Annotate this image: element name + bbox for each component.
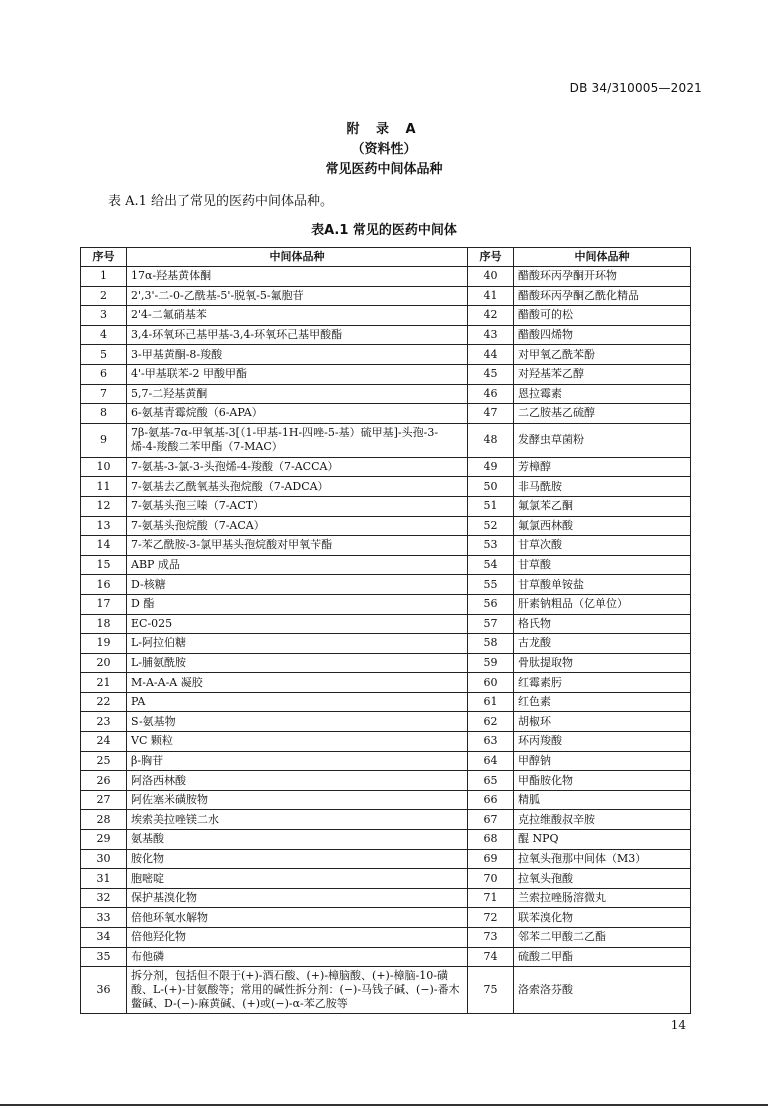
row-name-right: 肝素钠粗品（亿单位） — [514, 594, 691, 614]
row-name-left: 2'4-二氟硝基苯 — [127, 306, 468, 326]
row-name-left: D-核糖 — [127, 575, 468, 595]
row-seq-left: 25 — [81, 751, 127, 771]
row-name-left: VC 颗粒 — [127, 732, 468, 752]
row-seq-left: 26 — [81, 771, 127, 791]
header-seq-left: 序号 — [81, 248, 127, 267]
table-row — [81, 830, 691, 850]
row-seq-right: 58 — [468, 634, 514, 654]
row-seq-left: 22 — [81, 692, 127, 712]
table-row — [81, 771, 691, 791]
row-name-left: ABP 成品 — [127, 555, 468, 575]
row-name-right: 克拉维酸叔辛胺 — [514, 810, 691, 830]
row-seq-left: 28 — [81, 810, 127, 830]
row-name-right: 古龙酸 — [514, 634, 691, 654]
table-row — [81, 364, 691, 384]
row-name-right: 对甲氧乙酰苯酚 — [514, 345, 691, 365]
row-name-left: L-阿拉伯糖 — [127, 634, 468, 654]
appendix-nature: （资料性） — [351, 142, 417, 157]
row-seq-left: 29 — [81, 830, 127, 850]
row-seq-right: 44 — [468, 345, 514, 365]
row-name-right: 硫酸二甲酯 — [514, 947, 691, 967]
row-seq-left: 30 — [81, 849, 127, 869]
row-seq-left: 27 — [81, 790, 127, 810]
row-seq-left: 12 — [81, 496, 127, 516]
row-seq-right: 45 — [468, 364, 514, 384]
row-seq-left: 31 — [81, 869, 127, 889]
table-row — [81, 614, 691, 634]
row-name-left: S-氨基物 — [127, 712, 468, 732]
table-row — [81, 457, 691, 477]
row-name-right: 氟氯西林酸 — [514, 516, 691, 536]
row-name-left: 7β-氨基-7α-甲氧基-3[（1-甲基-1H-四唑-5-基）硫甲基]-头孢-3-烯-4-羧酸二苯甲酯（7-MAC） — [127, 423, 468, 457]
row-seq-right: 66 — [468, 790, 514, 810]
row-seq-right: 71 — [468, 888, 514, 908]
table-row — [81, 555, 691, 575]
row-seq-right: 52 — [468, 516, 514, 536]
row-name-right: 环丙羧酸 — [514, 732, 691, 752]
table-row — [81, 732, 691, 752]
row-name-left: 7-氨基头孢三嗪（7-ACT） — [127, 496, 468, 516]
row-seq-right: 62 — [468, 712, 514, 732]
row-seq-left: 24 — [81, 732, 127, 752]
row-name-left: 4'-甲基联苯-2 甲酸甲酯 — [127, 364, 468, 384]
table-row — [81, 286, 691, 306]
table-row — [81, 692, 691, 712]
row-name-left: 拆分剂，包括但不限于(+)-酒石酸、(+)-樟脑酸、(+)-樟脑-10-磺酸、L-(+)-甘氨酸等；常用的碱性拆分剂：(−)-马钱子碱、(−)-番木鳖碱、D-(−)-麻黄碱、(+)或(−)-α-苯乙胺等 — [127, 967, 468, 1014]
row-name-left: 保护基溴化物 — [127, 888, 468, 908]
table-row — [81, 325, 691, 345]
row-seq-right: 49 — [468, 457, 514, 477]
row-seq-left: 18 — [81, 614, 127, 634]
row-seq-right: 51 — [468, 496, 514, 516]
row-name-left: 5,7-二羟基黄酮 — [127, 384, 468, 404]
row-name-left: 3,4-环氧环己基甲基-3,4-环氧环己基甲酸酯 — [127, 325, 468, 345]
row-seq-left: 19 — [81, 634, 127, 654]
row-seq-left: 2 — [81, 286, 127, 306]
header-seq-right: 序号 — [468, 248, 514, 267]
table-body — [81, 267, 691, 1014]
header-name-left: 中间体品种 — [127, 248, 468, 267]
row-seq-right: 53 — [468, 536, 514, 556]
row-seq-left: 4 — [81, 325, 127, 345]
row-seq-right: 40 — [468, 267, 514, 287]
row-seq-right: 68 — [468, 830, 514, 850]
row-seq-right: 54 — [468, 555, 514, 575]
row-name-right: 芳樟醇 — [514, 457, 691, 477]
row-name-right: 氟氯苯乙酮 — [514, 496, 691, 516]
row-name-left: 氨基酸 — [127, 830, 468, 850]
table-row — [81, 653, 691, 673]
row-name-left: 埃索美拉唑镁二水 — [127, 810, 468, 830]
row-name-right: 醋酸环丙孕酮乙酰化精品 — [514, 286, 691, 306]
row-name-left: 7-氨基去乙酰氧基头孢烷酸（7-ADCA） — [127, 477, 468, 497]
row-name-right: 拉氧头孢那中间体（M3） — [514, 849, 691, 869]
row-seq-left: 32 — [81, 888, 127, 908]
row-seq-left: 14 — [81, 536, 127, 556]
intro-paragraph: 表 A.1 给出了常见的医药中间体品种。 — [108, 194, 334, 209]
row-seq-left: 34 — [81, 928, 127, 948]
row-name-left: M-A-A-A 凝胶 — [127, 673, 468, 693]
row-name-right: 洛索洛芬酸 — [514, 967, 691, 1014]
row-name-left: 布他磷 — [127, 947, 468, 967]
table-row — [81, 967, 691, 1014]
row-seq-right: 60 — [468, 673, 514, 693]
table-row — [81, 928, 691, 948]
row-name-right: 恩拉霉素 — [514, 384, 691, 404]
table-row — [81, 634, 691, 654]
row-seq-left: 10 — [81, 457, 127, 477]
table-row — [81, 575, 691, 595]
table-row — [81, 306, 691, 326]
row-name-right: 邻苯二甲酸二乙酯 — [514, 928, 691, 948]
row-name-right: 兰索拉唑肠溶微丸 — [514, 888, 691, 908]
row-name-left: PA — [127, 692, 468, 712]
row-name-right: 甲醇钠 — [514, 751, 691, 771]
table-caption: 表A.1 常见的医药中间体 — [311, 223, 457, 238]
table-row — [81, 404, 691, 424]
row-seq-right: 56 — [468, 594, 514, 614]
row-name-right: 甘草次酸 — [514, 536, 691, 556]
row-seq-right: 64 — [468, 751, 514, 771]
row-name-right: 甘草酸单铵盐 — [514, 575, 691, 595]
row-seq-right: 63 — [468, 732, 514, 752]
row-seq-right: 47 — [468, 404, 514, 424]
table-row — [81, 849, 691, 869]
table-row — [81, 384, 691, 404]
table-row — [81, 869, 691, 889]
table-row — [81, 810, 691, 830]
row-name-right: 拉氧头孢酸 — [514, 869, 691, 889]
row-seq-left: 36 — [81, 967, 127, 1014]
row-seq-left: 3 — [81, 306, 127, 326]
row-name-right: 非马酰胺 — [514, 477, 691, 497]
row-seq-right: 48 — [468, 423, 514, 457]
table-row — [81, 477, 691, 497]
page-number: 14 — [670, 1018, 686, 1032]
row-name-right: 对羟基苯乙醇 — [514, 364, 691, 384]
row-name-left: 7-氨基头孢烷酸（7-ACA） — [127, 516, 468, 536]
row-seq-left: 20 — [81, 653, 127, 673]
row-seq-right: 55 — [468, 575, 514, 595]
row-name-right: 醋酸环丙孕酮开环物 — [514, 267, 691, 287]
row-seq-right: 72 — [468, 908, 514, 928]
row-name-left: 6-氨基青霉烷酸（6-APA） — [127, 404, 468, 424]
row-name-right: 骨肽提取物 — [514, 653, 691, 673]
appendix-title: 附 录 A — [346, 122, 422, 137]
row-name-right: 醌 NPQ — [514, 830, 691, 850]
table-row — [81, 712, 691, 732]
table-row — [81, 594, 691, 614]
table-row — [81, 423, 691, 457]
row-seq-left: 16 — [81, 575, 127, 595]
row-seq-left: 1 — [81, 267, 127, 287]
row-name-right: 红霉素肟 — [514, 673, 691, 693]
table-header-row — [81, 248, 691, 267]
table-row — [81, 790, 691, 810]
row-seq-right: 75 — [468, 967, 514, 1014]
row-seq-left: 33 — [81, 908, 127, 928]
table-row — [81, 888, 691, 908]
row-seq-right: 73 — [468, 928, 514, 948]
row-name-left: 胞嘧啶 — [127, 869, 468, 889]
table-row — [81, 908, 691, 928]
row-name-left: β-胸苷 — [127, 751, 468, 771]
row-seq-left: 5 — [81, 345, 127, 365]
row-name-left: 7-氨基-3-氯-3-头孢烯-4-羧酸（7-ACCA） — [127, 457, 468, 477]
row-seq-right: 67 — [468, 810, 514, 830]
row-seq-left: 11 — [81, 477, 127, 497]
row-name-left: 阿佐塞米磺胺物 — [127, 790, 468, 810]
row-name-right: 醋酸四烯物 — [514, 325, 691, 345]
row-name-right: 精胍 — [514, 790, 691, 810]
row-name-left: 胺化物 — [127, 849, 468, 869]
table-row — [81, 536, 691, 556]
row-name-right: 甘草酸 — [514, 555, 691, 575]
row-name-right: 红色素 — [514, 692, 691, 712]
row-name-right: 甲酯胺化物 — [514, 771, 691, 791]
document-code: DB 34/310005—2021 — [569, 81, 702, 95]
table-row — [81, 267, 691, 287]
row-name-left: 阿洛西林酸 — [127, 771, 468, 791]
row-seq-left: 21 — [81, 673, 127, 693]
row-seq-left: 6 — [81, 364, 127, 384]
row-seq-right: 43 — [468, 325, 514, 345]
table-row — [81, 345, 691, 365]
row-name-right: 胡椒环 — [514, 712, 691, 732]
bottom-rule — [0, 1104, 768, 1106]
appendix-subject: 常见医药中间体品种 — [325, 162, 443, 177]
row-name-left: 倍他环氧水解物 — [127, 908, 468, 928]
row-seq-right: 50 — [468, 477, 514, 497]
row-name-left: 7-苯乙酰胺-3-氯甲基头孢烷酸对甲氧苄酯 — [127, 536, 468, 556]
row-seq-right: 65 — [468, 771, 514, 791]
row-seq-right: 69 — [468, 849, 514, 869]
row-name-left: 3-甲基黄酮-8-羧酸 — [127, 345, 468, 365]
row-seq-right: 57 — [468, 614, 514, 634]
header-name-right: 中间体品种 — [514, 248, 691, 267]
row-seq-left: 13 — [81, 516, 127, 536]
row-seq-right: 61 — [468, 692, 514, 712]
row-seq-right: 41 — [468, 286, 514, 306]
table-row — [81, 673, 691, 693]
row-name-left: EC-025 — [127, 614, 468, 634]
intermediates-table — [80, 247, 691, 1014]
table-row — [81, 496, 691, 516]
row-name-right: 醋酸可的松 — [514, 306, 691, 326]
row-seq-left: 7 — [81, 384, 127, 404]
row-name-left: D 酯 — [127, 594, 468, 614]
row-name-right: 联苯溴化物 — [514, 908, 691, 928]
row-seq-right: 59 — [468, 653, 514, 673]
row-name-right: 发酵虫草菌粉 — [514, 423, 691, 457]
row-name-left: 倍他羟化物 — [127, 928, 468, 948]
row-seq-left: 9 — [81, 423, 127, 457]
row-name-left: L-脯氨酰胺 — [127, 653, 468, 673]
row-seq-right: 42 — [468, 306, 514, 326]
table-row — [81, 516, 691, 536]
row-name-right: 格氏物 — [514, 614, 691, 634]
row-name-left: 17α-羟基黄体酮 — [127, 267, 468, 287]
row-seq-right: 46 — [468, 384, 514, 404]
table-row — [81, 947, 691, 967]
row-seq-right: 70 — [468, 869, 514, 889]
table-row — [81, 751, 691, 771]
row-seq-left: 8 — [81, 404, 127, 424]
row-name-right: 二乙胺基乙硫醇 — [514, 404, 691, 424]
row-seq-right: 74 — [468, 947, 514, 967]
row-seq-left: 15 — [81, 555, 127, 575]
row-seq-left: 35 — [81, 947, 127, 967]
row-name-left: 2',3'-二-0-乙酰基-5'-脱氧-5-氟胞苷 — [127, 286, 468, 306]
row-seq-left: 17 — [81, 594, 127, 614]
row-seq-left: 23 — [81, 712, 127, 732]
